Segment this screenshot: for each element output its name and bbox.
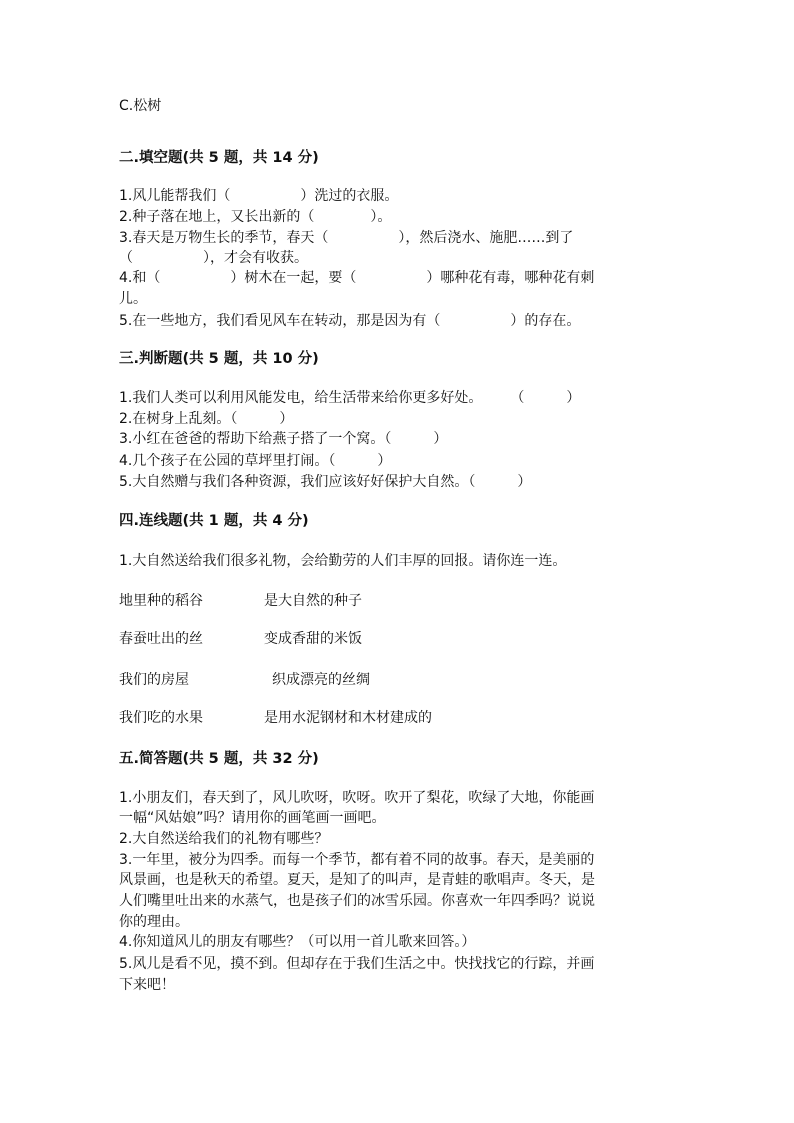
section-title-fill-blank: 二.填空题(共 5 题，共 14 分) [119, 150, 319, 166]
question-line: 2.种子落在地上，又长出新的（ ）。 [119, 209, 392, 225]
match-left-item: 春蚕吐出的丝 [119, 631, 203, 647]
question-line: 你的理由。 [119, 914, 189, 930]
match-left-item: 我们吃的水果 [119, 710, 203, 726]
match-right-item: 是大自然的种子 [264, 593, 362, 609]
question-line: 4.几个孩子在公园的草坪里打闹。（ ） [119, 453, 392, 469]
match-right-item: 变成香甜的米饭 [264, 631, 362, 647]
question-line: 1.我们人类可以利用风能发电，给生活带来给你更多好处。 （ ） [119, 390, 581, 406]
question-line: 风景画，也是秋天的希望。夏天，是知了的叫声，是青蛙的歌唱声。冬天，是 [119, 872, 595, 888]
section-title-short-answer: 五.简答题(共 5 题，共 32 分) [119, 751, 319, 767]
match-right-item: 织成漂亮的丝绸 [272, 672, 370, 688]
question-line: 3.小红在爸爸的帮助下给燕子搭了一个窝。（ ） [119, 431, 448, 447]
question-line: 5.大自然赠与我们各种资源，我们应该好好保护大自然。（ ） [119, 474, 532, 490]
question-line: 2.在树身上乱刻。（ ） [119, 411, 294, 427]
question-line: 5.风儿是看不见，摸不到。但却存在于我们生活之中。快找找它的行踪，并画 [119, 956, 595, 972]
question-line: 2.大自然送给我们的礼物有哪些？ [119, 831, 329, 847]
question-line: 下来吧！ [119, 977, 175, 993]
question-line: 儿。 [119, 291, 147, 307]
match-right-item: 是用水泥钢材和木材建成的 [264, 710, 432, 726]
question-line: 4.和（ ）树木在一起，要（ ）哪种花有毒，哪种花有刺 [119, 270, 595, 286]
section-title-true-false: 三.判断题(共 5 题，共 10 分) [119, 351, 319, 367]
question-line: 3.一年里，被分为四季。而每一个季节，都有着不同的故事。春天，是美丽的 [119, 852, 595, 868]
matching-question: 1.大自然送给我们很多礼物，会给勤劳的人们丰厚的回报。请你连一连。 [119, 553, 567, 569]
question-line: （ ），才会有收获。 [119, 250, 308, 266]
question-line: 人们嘴里吐出来的水蒸气，也是孩子们的冰雪乐园。你喜欢一年四季吗？说说 [119, 893, 595, 909]
question-line: 1.小朋友们，春天到了，风儿吹呀，吹呀。吹开了梨花，吹绿了大地，你能画 [119, 790, 595, 806]
question-line: 一幅“风姑娘”吗？请用你的画笔画一画吧。 [119, 810, 386, 826]
question-line: 5.在一些地方，我们看见风车在转动，那是因为有（ ）的存在。 [119, 313, 581, 329]
section-title-matching: 四.连线题(共 1 题，共 4 分) [119, 513, 309, 529]
question-line: 3.春天是万物生长的季节，春天（ ），然后浇水、施肥……到了 [119, 230, 574, 246]
match-left-item: 地里种的稻谷 [119, 593, 203, 609]
question-line: 4.你知道风儿的朋友有哪些？（可以用一首儿歌来回答。） [119, 934, 476, 950]
match-left-item: 我们的房屋 [119, 672, 189, 688]
question-line: 1.风儿能帮我们（ ）洗过的衣服。 [119, 188, 399, 204]
option-c: C.松树 [119, 98, 162, 114]
